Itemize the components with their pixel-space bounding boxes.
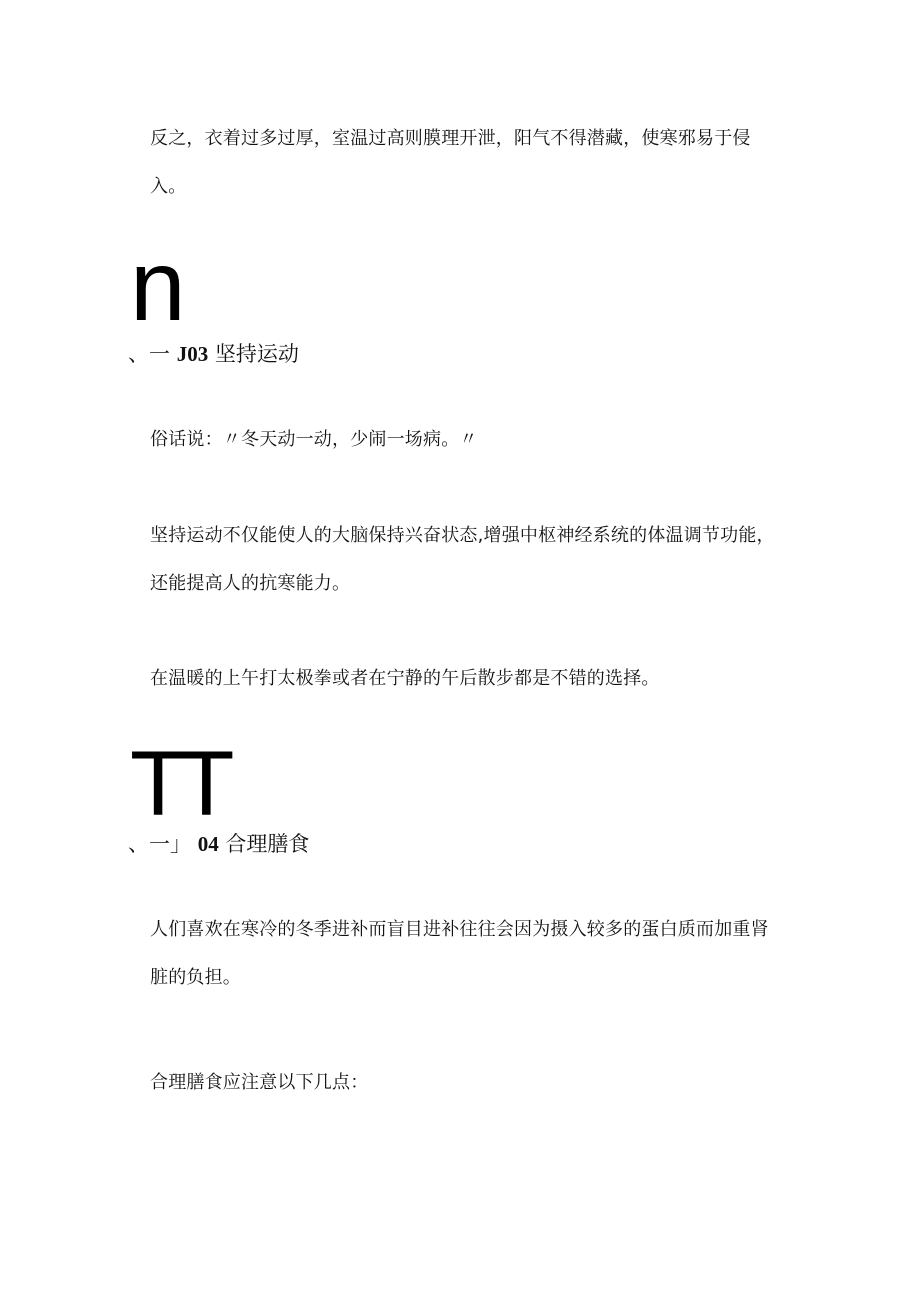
paragraph-tonic-warning: 人们喜欢在寒冷的冬季进补而盲目进补往往会因为摄入较多的蛋白质而加重肾脏的负担。 xyxy=(150,919,769,988)
paragraph-exercise-benefits: 坚持运动不仅能使人的大脑保持兴奋状态,增强中枢神经系统的体温调节功能，还能提高人的抗寒能力。 xyxy=(150,525,775,594)
section-3-prefix: 、一 xyxy=(128,342,170,366)
paragraph-diet-points-intro: 合理膳食应注意以下几点： xyxy=(150,1072,369,1093)
section-4-heading xyxy=(128,830,309,858)
section-4-number: 04 xyxy=(197,832,219,856)
section-3-number: J03 xyxy=(176,342,209,366)
paragraph-proverb: 俗话说：〃冬天动一动，少闹一场病。〃 xyxy=(150,429,478,450)
section-3-title: 坚持运动 xyxy=(214,342,299,366)
section-3-decorative-glyph: n xyxy=(130,230,186,342)
section-4-prefix: 、一」 xyxy=(128,832,191,856)
section-3-heading xyxy=(128,340,299,368)
section-4-decorative-glyph: TT xyxy=(130,733,227,835)
section-4-title: 合理膳食 xyxy=(225,832,310,856)
paragraph-exercise-suggestion: 在温暖的上午打太极拳或者在宁静的午后散步都是不错的选择。 xyxy=(150,668,660,689)
paragraph-clothing: 反之，衣着过多过厚，室温过高则膜理开泄，阳气不得潜藏，使寒邪易于侵入。 xyxy=(150,128,751,197)
